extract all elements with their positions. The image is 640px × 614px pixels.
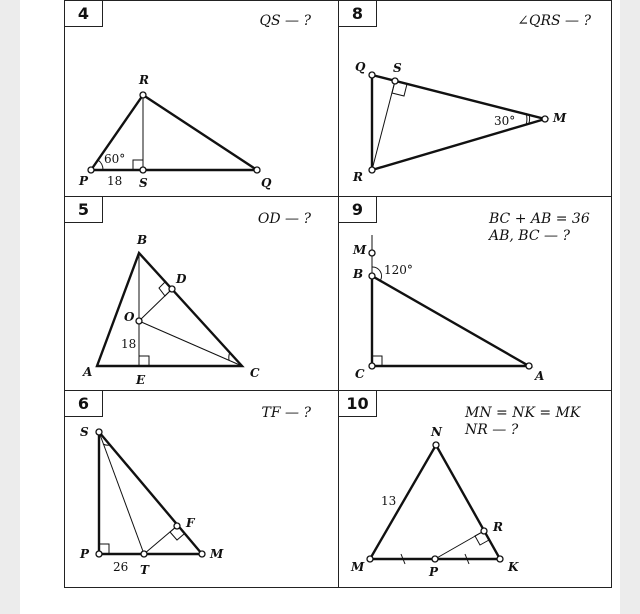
problem-task: BC + AB = 36: [489, 211, 590, 227]
point-m: [367, 556, 373, 562]
label-f: F: [186, 516, 195, 530]
problem-task: QS — ?: [259, 13, 311, 29]
point-p: [88, 167, 94, 173]
point-t: [141, 551, 147, 557]
triangle-diagram-8: [339, 1, 613, 199]
point-f: [174, 523, 180, 529]
angle-value: 60°: [104, 152, 126, 166]
label-k: K: [508, 560, 519, 574]
problem-task: ∠QRS — ?: [517, 13, 591, 29]
point-p: [96, 551, 102, 557]
label-b: B: [137, 233, 148, 247]
segment-length: 18: [121, 337, 137, 351]
triangle-diagram-4: [65, 1, 341, 199]
point-d: [169, 286, 175, 292]
point-q: [254, 167, 260, 173]
point-s: [96, 429, 102, 435]
segment-oc: [139, 321, 242, 366]
problem-task-2: AB, BC — ?: [489, 228, 570, 244]
problem-number: 9: [339, 197, 377, 223]
triangle-abc: [97, 253, 242, 366]
label-a: A: [535, 369, 545, 383]
label-t: T: [140, 563, 149, 577]
point-s: [392, 78, 398, 84]
label-m: M: [351, 560, 365, 574]
problem-task: MN = NK = MK: [465, 405, 581, 421]
problem-card-4: [64, 0, 340, 198]
textbook-page: [20, 0, 620, 614]
point-n: [433, 442, 439, 448]
label-s: S: [393, 61, 402, 75]
angle-value: 30°: [494, 114, 516, 128]
angle-arc: [529, 114, 530, 123]
problem-number: 10: [339, 391, 377, 417]
point-s: [140, 167, 146, 173]
problem-number: 6: [65, 391, 103, 417]
problem-card-10: [338, 390, 612, 588]
label-r: R: [353, 170, 363, 184]
segment-length: 26: [113, 560, 129, 574]
label-q: Q: [261, 176, 272, 190]
label-m: M: [353, 243, 367, 257]
triangle-diagram-6: [65, 391, 341, 589]
right-angle-mark-e: [139, 356, 149, 366]
angle-value: 120°: [384, 263, 413, 277]
problem-card-6: [64, 390, 340, 588]
problem-task: OD — ?: [257, 211, 311, 227]
label-d: D: [176, 272, 187, 286]
problem-task-2: NR — ?: [465, 422, 519, 438]
triangle-diagram-10: [339, 391, 613, 589]
label-s: S: [139, 176, 148, 190]
triangle-diagram-5: [65, 197, 341, 393]
point-c: [369, 363, 375, 369]
problem-grid: [64, 0, 612, 588]
point-m: [369, 250, 375, 256]
label-a: A: [83, 365, 93, 379]
point-m: [199, 551, 205, 557]
problem-card-9: [338, 196, 612, 392]
point-b: [369, 273, 375, 279]
altitude-rs: [372, 81, 395, 170]
label-s: S: [80, 425, 89, 439]
triangle-abc: [372, 276, 529, 366]
label-m: M: [553, 111, 567, 125]
point-r: [481, 528, 487, 534]
label-p: P: [429, 565, 439, 579]
label-o: O: [124, 310, 135, 324]
triangle-spm: [99, 432, 202, 554]
point-r: [369, 167, 375, 173]
point-a: [526, 363, 532, 369]
segment-length: 18: [107, 174, 123, 188]
point-o: [136, 318, 142, 324]
point-r: [140, 92, 146, 98]
label-b: B: [353, 267, 364, 281]
problem-number: 4: [65, 1, 103, 27]
label-c: C: [355, 367, 365, 381]
problem-number: 8: [339, 1, 377, 27]
problem-number: 5: [65, 197, 103, 223]
label-r: R: [139, 73, 149, 87]
point-p: [432, 556, 438, 562]
label-p: P: [80, 547, 90, 561]
triangle-qmr: [372, 75, 545, 170]
angle-arc: [98, 160, 103, 170]
problem-task: TF — ?: [261, 405, 311, 421]
label-r: R: [493, 520, 503, 534]
angle-arc-2: [526, 113, 527, 125]
point-k: [497, 556, 503, 562]
point-m: [542, 116, 548, 122]
problem-card-5: [64, 196, 340, 392]
label-m: M: [210, 547, 224, 561]
problem-card-8: [338, 0, 612, 198]
label-p: P: [79, 174, 89, 188]
label-q: Q: [355, 60, 366, 74]
bisector-st: [99, 432, 144, 554]
triangle-diagram-9: [339, 197, 613, 393]
label-c: C: [250, 366, 260, 380]
point-q: [369, 72, 375, 78]
label-e: E: [136, 373, 146, 387]
label-n: N: [431, 425, 442, 439]
segment-length: 13: [381, 494, 397, 508]
